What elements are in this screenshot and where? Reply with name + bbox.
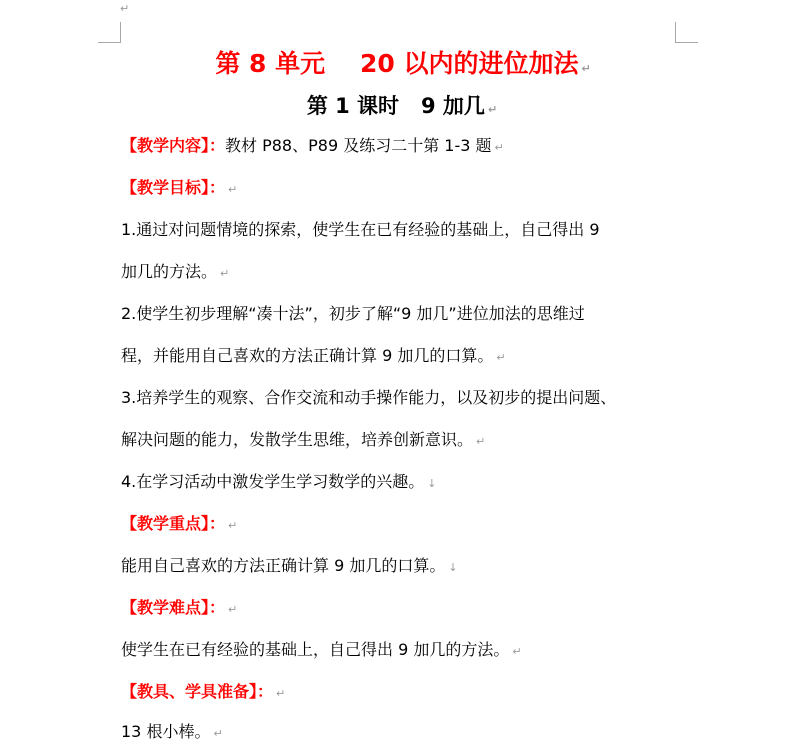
- lesson-title[interactable]: [0, 88, 794, 128]
- content-label: 【教学内容】：: [121, 136, 226, 155]
- objectives-label: 【教学目标】：: [121, 178, 226, 197]
- objective-line-1[interactable]: [121, 218, 600, 242]
- key-point-label: 【教学重点】：: [121, 514, 226, 533]
- lesson-number: 第 1 课时: [306, 94, 400, 118]
- materials-label: 【教具、学具准备】：: [121, 682, 274, 701]
- objective-text: 程，并能用自己喜欢的方法正确计算 9 加几的口算。: [121, 346, 494, 365]
- paragraph-mark-icon: ↵: [276, 687, 286, 700]
- key-point-paragraph[interactable]: [121, 554, 458, 580]
- line-break-mark-icon: ↓: [448, 561, 458, 574]
- objective-text: 3.培养学生的观察、合作交流和动手操作能力，以及初步的提出问题、: [121, 388, 617, 407]
- content-text: 教材 P88、P89 及练习二十第 1-3 题: [225, 136, 492, 155]
- corner-mark-top-right: [675, 22, 698, 43]
- paragraph-mark-icon: ↵: [496, 351, 506, 364]
- materials-text: 13 根小棒。: [121, 722, 211, 741]
- paragraph-mark-icon: ↵: [476, 435, 486, 448]
- lesson-topic: 9 加几: [421, 94, 485, 118]
- difficulty-heading[interactable]: [121, 596, 237, 622]
- objective-text: 2.使学生初步理解“凑十法”，初步了解“9 加几”进位加法的思维过: [121, 304, 585, 323]
- unit-title[interactable]: [0, 44, 794, 89]
- objective-line-3[interactable]: [121, 302, 585, 326]
- unit-number: 第 8 单元: [215, 49, 326, 78]
- difficulty-label: 【教学难点】：: [121, 598, 226, 617]
- paragraph-mark-icon: ↵: [494, 141, 504, 154]
- paragraph-mark-icon: ↵: [228, 603, 238, 616]
- key-point-heading[interactable]: [121, 512, 237, 538]
- objective-line-4[interactable]: [121, 344, 506, 370]
- objective-text: 1.通过对问题情境的探索，使学生在已有经验的基础上，自己得出 9: [121, 220, 600, 239]
- paragraph-mark-icon: ↵: [228, 519, 238, 532]
- difficulty-text: 使学生在已有经验的基础上，自己得出 9 加几的方法。: [121, 640, 510, 659]
- line-break-mark-icon: ↓: [427, 477, 437, 490]
- objective-line-6[interactable]: [121, 428, 485, 454]
- key-point-text: 能用自己喜欢的方法正确计算 9 加几的口算。: [121, 556, 446, 575]
- paragraph-mark-icon: ↵: [228, 183, 238, 196]
- unit-topic: 20 以内的进位加法: [359, 49, 579, 78]
- objectives-heading[interactable]: [121, 176, 237, 202]
- objective-line-5[interactable]: [121, 386, 616, 410]
- paragraph-mark-icon: ↵: [581, 62, 591, 75]
- objective-text: 解决问题的能力，发散学生思维，培养创新意识。: [121, 430, 474, 449]
- objective-line-7[interactable]: [121, 470, 437, 496]
- paragraph-mark-icon: ↵: [120, 2, 130, 15]
- objective-line-2[interactable]: [121, 260, 229, 286]
- corner-mark-top-left: [98, 22, 121, 43]
- paragraph-mark-icon: ↵: [487, 103, 498, 116]
- materials-paragraph[interactable]: [121, 720, 223, 746]
- difficulty-paragraph[interactable]: [121, 638, 522, 664]
- objective-text: 4.在学习活动中激发学生学习数学的兴趣。: [121, 472, 425, 491]
- content-paragraph[interactable]: [121, 134, 504, 160]
- objective-text: 加几的方法。: [121, 262, 218, 281]
- materials-heading[interactable]: [121, 680, 285, 706]
- paragraph-mark-icon: ↵: [213, 727, 223, 740]
- paragraph-mark-icon: ↵: [512, 645, 522, 658]
- paragraph-mark-icon: ↵: [220, 267, 230, 280]
